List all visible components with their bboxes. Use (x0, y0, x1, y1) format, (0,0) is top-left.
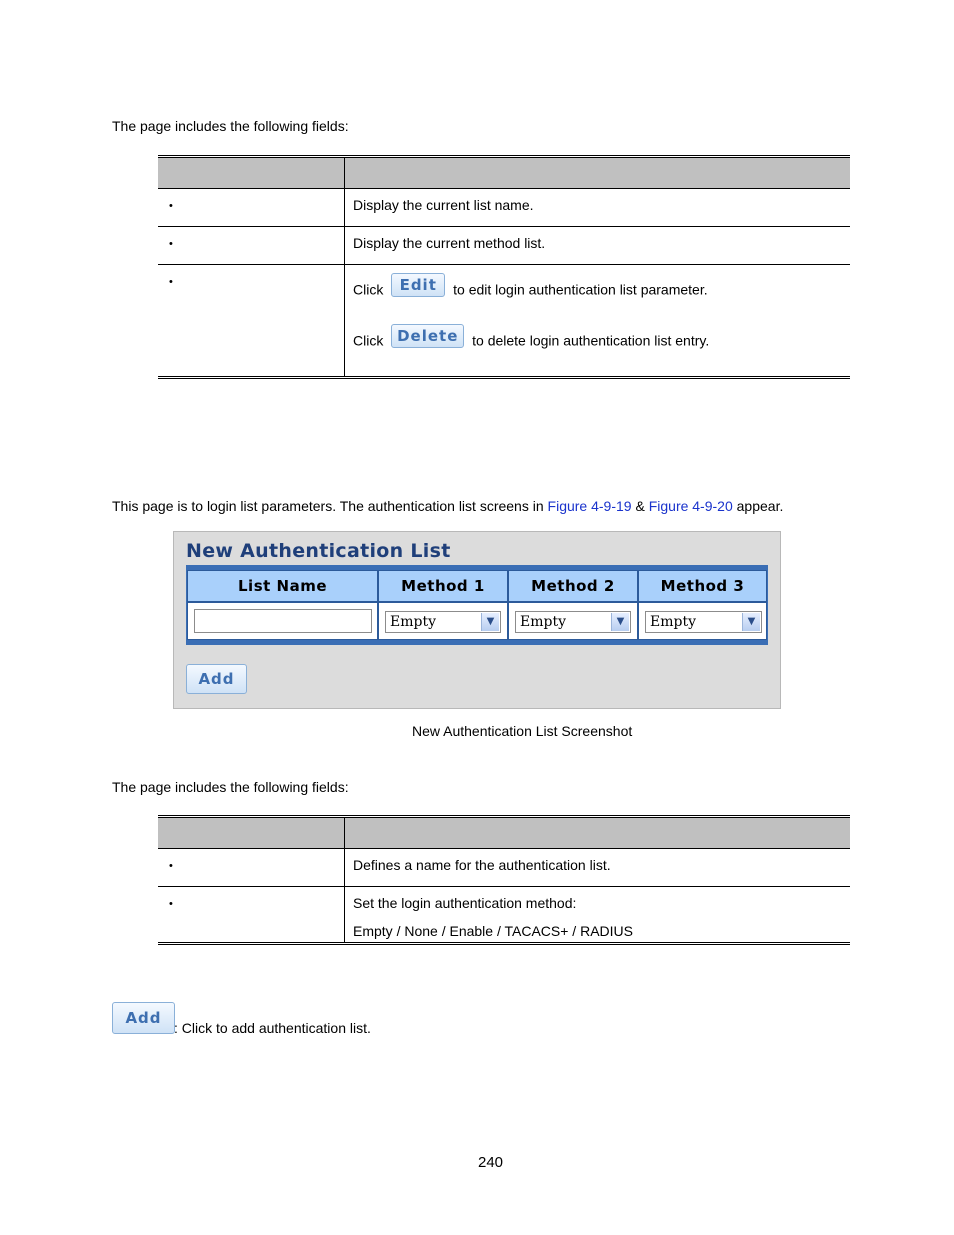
method-2-select[interactable] (515, 611, 631, 633)
click-prefix: Click (353, 332, 384, 349)
delete-description: to delete login authentication list entry. (472, 332, 710, 349)
intro-text: The page includes the following fields: (112, 118, 349, 134)
description-paragraph (112, 498, 783, 514)
paragraph-text: appear. (732, 498, 784, 514)
paragraph-text: This page is to login list parameters. The authentication list screens in (112, 498, 548, 514)
method-2-cell (508, 602, 638, 640)
intro-text: The page includes the following fields: (112, 779, 349, 795)
method-3-cell (638, 602, 767, 640)
row-description: Display the current method list. (353, 235, 546, 251)
fields-table-2 (158, 815, 850, 945)
method-2-value: Empty (520, 614, 566, 630)
bullet-icon: • (169, 238, 173, 250)
edit-button[interactable]: Edit (391, 273, 445, 297)
chevron-down-icon[interactable]: ▼ (481, 613, 499, 631)
table-header-row (158, 817, 850, 849)
bullet-icon: • (169, 200, 173, 212)
bullet-icon: • (169, 898, 173, 910)
column-header-method-1: Method 1 (378, 570, 508, 602)
bullet-icon: • (169, 860, 173, 872)
panel-title: New Authentication List (186, 540, 451, 562)
chevron-down-icon[interactable]: ▼ (611, 613, 629, 631)
list-name-input[interactable] (194, 609, 372, 633)
table-row (158, 849, 850, 887)
list-name-cell (187, 602, 378, 640)
row-description: Empty / None / Enable / TACACS+ / RADIUS (353, 923, 633, 939)
new-auth-list-panel (173, 531, 781, 709)
add-note-text: : Click to add authentication list. (174, 1020, 371, 1036)
bullet-icon: • (169, 276, 173, 288)
table-row (158, 887, 850, 944)
auth-list-table (186, 565, 768, 645)
add-button[interactable]: Add (186, 664, 247, 694)
table-row (158, 227, 850, 265)
table-row (158, 265, 850, 378)
table-header-row (158, 157, 850, 189)
add-button-sample[interactable]: Add (112, 1002, 175, 1034)
row-description: Set the login authentication method: (353, 895, 577, 911)
figure-link[interactable]: Figure 4-9-19 (547, 498, 632, 514)
figure-link[interactable]: Figure 4-9-20 (648, 498, 733, 514)
column-header-method-3: Method 3 (638, 570, 767, 602)
fields-table-1 (158, 155, 850, 379)
method-3-select[interactable] (645, 611, 762, 633)
click-prefix: Click (353, 281, 384, 298)
method-1-value: Empty (390, 614, 436, 630)
edit-description: to edit login authentication list parameter. (453, 281, 708, 298)
method-1-cell (378, 602, 508, 640)
delete-button[interactable]: Delete (391, 324, 464, 348)
table-row (158, 189, 850, 227)
column-header-method-2: Method 2 (508, 570, 638, 602)
paragraph-text: & (631, 498, 649, 514)
row-description: Display the current list name. (353, 197, 534, 213)
figure-caption: New Authentication List Screenshot (412, 723, 633, 739)
method-1-select[interactable] (385, 611, 501, 633)
chevron-down-icon[interactable]: ▼ (742, 613, 760, 631)
page-number: 240 (478, 1154, 504, 1171)
column-header-list-name: List Name (187, 570, 378, 602)
method-3-value: Empty (650, 614, 696, 630)
row-description: Defines a name for the authentication list. (353, 857, 611, 873)
